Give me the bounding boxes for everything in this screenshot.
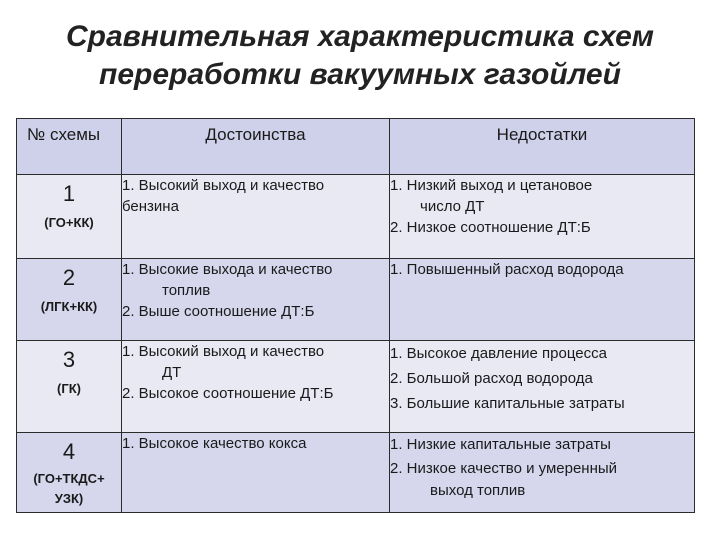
advantage-line: 2. Выше соотношение ДТ:Б [122, 303, 315, 320]
advantages-cell [122, 433, 390, 513]
disadvantage-line: выход топлив [430, 482, 526, 499]
scheme-code-line-2: УЗК) [54, 491, 84, 506]
disadvantages-cell [390, 433, 695, 513]
table-row [17, 259, 695, 341]
disadvantages-cell [390, 259, 695, 341]
advantage-line: бензина [122, 198, 179, 215]
advantages-cell [122, 175, 390, 259]
disadvantage-line: 2. Низкое качество и умеренный [390, 460, 618, 477]
advantages-cell [122, 259, 390, 341]
scheme-code: (ГО+КК) [44, 215, 94, 230]
scheme-cell [17, 433, 122, 513]
scheme-number: 4 [62, 439, 76, 464]
disadvantage-line: 2. Большой расход водорода [390, 370, 593, 387]
disadvantage-line: 1. Повышенный расход водорода [390, 261, 624, 278]
table-row [17, 175, 695, 259]
header-advantages: Достоинства [122, 119, 390, 175]
advantage-line: 1. Высокие выхода и качество [122, 261, 333, 278]
disadvantage-line: 1. Высокое давление процесса [390, 345, 607, 362]
disadvantage-line: число ДТ [420, 198, 485, 215]
scheme-code: (ЛГК+КК) [40, 299, 98, 314]
advantage-line: топлив [162, 282, 211, 299]
scheme-number: 1 [62, 181, 76, 206]
disadvantage-line: 2. Низкое соотношение ДТ:Б [390, 219, 591, 236]
advantage-line: 1. Высокий выход и качество [122, 177, 325, 194]
scheme-cell [17, 175, 122, 259]
scheme-code-line-1: (ГО+ТКДС+ [33, 471, 105, 486]
advantage-line: 1. Высокое качество кокса [122, 435, 307, 452]
scheme-number: 2 [62, 265, 76, 290]
scheme-cell [17, 259, 122, 341]
table-row [17, 433, 695, 513]
advantage-line: 2. Высокое соотношение ДТ:Б [122, 385, 334, 402]
table-row [17, 341, 695, 433]
advantage-line: 1. Высокий выход и качество [122, 343, 325, 360]
slide-title [0, 18, 720, 94]
scheme-code [17, 469, 121, 509]
header-scheme: № схемы [17, 119, 122, 175]
advantage-line: ДТ [162, 364, 182, 381]
comparison-table [16, 118, 695, 513]
slide-title-line-2: переработки вакуумных газойлей [99, 58, 621, 91]
header-disadvantages: Недостатки [390, 119, 695, 175]
disadvantages-cell [390, 175, 695, 259]
disadvantage-line: 3. Большие капитальные затраты [390, 395, 625, 412]
scheme-number: 3 [62, 347, 76, 372]
scheme-code: (ГК) [57, 381, 81, 396]
advantages-cell [122, 341, 390, 433]
scheme-cell [17, 341, 122, 433]
disadvantage-line: 1. Низкий выход и цетановое [390, 177, 593, 194]
table-header-row [17, 119, 695, 175]
disadvantage-line: 1. Низкие капитальные затраты [390, 436, 611, 453]
disadvantages-cell [390, 341, 695, 433]
slide-title-line-1: Сравнительная характеристика схем [65, 20, 655, 53]
